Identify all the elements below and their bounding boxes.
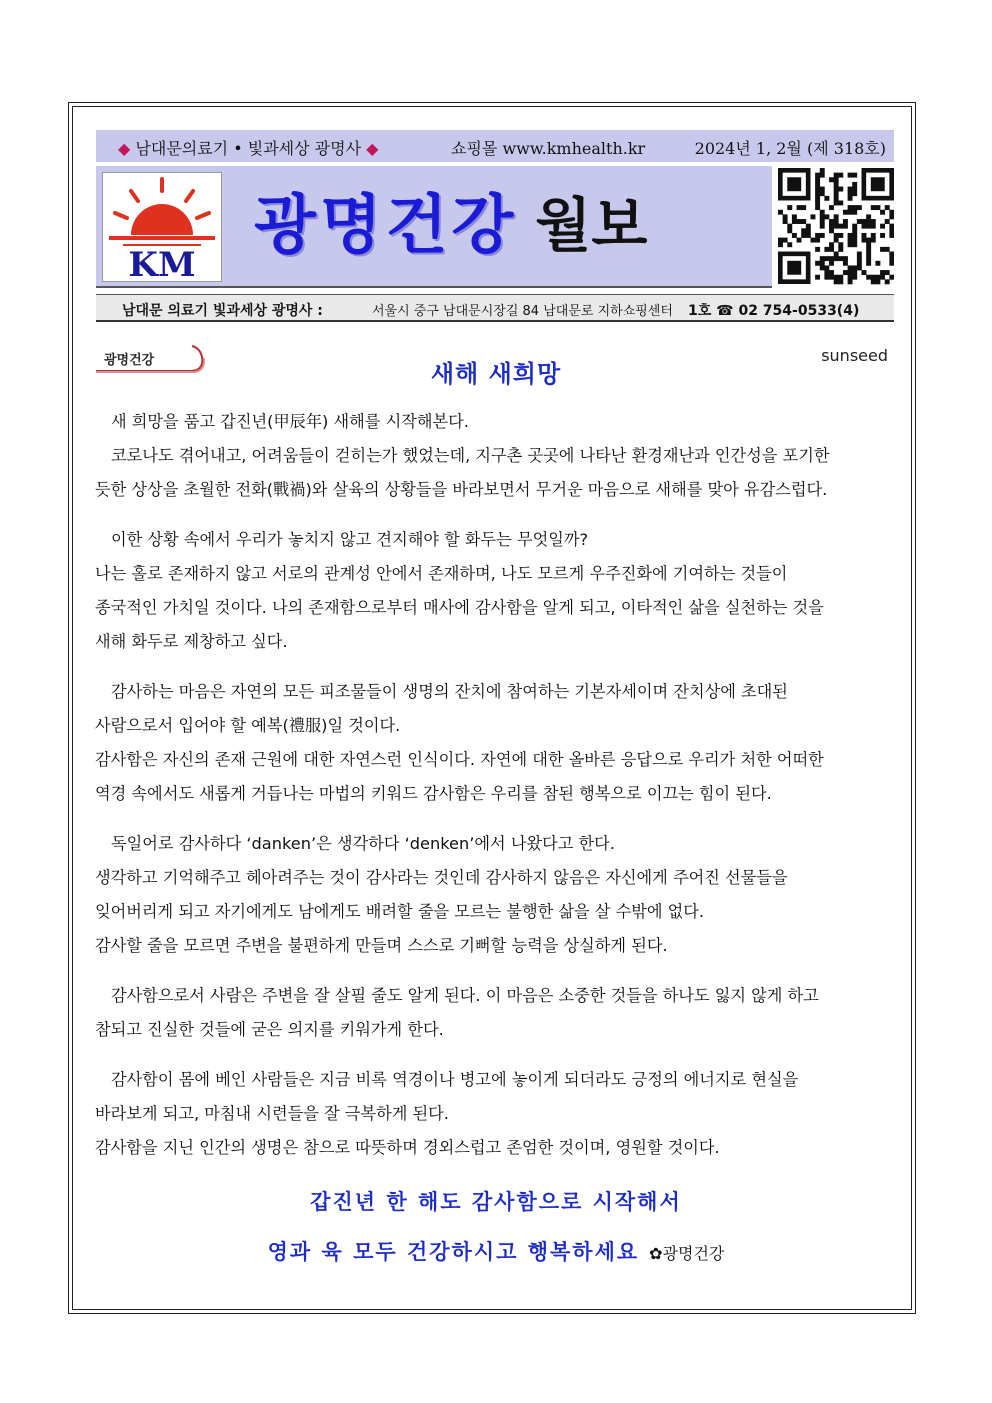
paragraph-line: 나는 홀로 존재하지 않고 서로의 관계성 안에서 존재하며, 나도 모르게 우주진화에 기여하는 것들이 <box>95 564 788 583</box>
address-bar <box>96 294 894 322</box>
diamond-icon: ◆ <box>366 139 379 158</box>
address-location: 서울시 중구 남대문시장길 84 남대문로 지하쇼핑센터 <box>372 304 673 319</box>
article-body <box>95 405 893 1165</box>
paragraph-line: 감사함으로서 사람은 주변을 잘 살필 줄도 알게 된다. 이 마음은 소중한 것들을 하나도 잃지 않게 하고 <box>111 986 819 1005</box>
clover-icon: ✿ <box>649 1244 663 1263</box>
article-title: 새해 새희망 <box>430 360 562 388</box>
qr-code-icon[interactable] <box>778 168 894 286</box>
paragraph-line: 코로나도 겪어내고, 어려움들이 걷히는가 했었는데, 지구촌 곳곳에 나타난 환경재난과 인간성을 포기한 <box>111 446 830 465</box>
title-main: 광명건강 <box>254 188 518 263</box>
closing-line-1: 갑진년 한 해도 감사함으로 시작해서 <box>310 1190 682 1214</box>
paragraph-line: 감사함을 지닌 인간의 생명은 참으로 따뜻하며 경외스럽고 존엄한 것이며, 영원할 것이다. <box>95 1138 720 1157</box>
paragraph-line: 새 희망을 품고 갑진년(甲辰年) 새해를 시작해본다. <box>111 412 469 431</box>
paragraph-line: 잊어버리게 되고 자기에게도 남에게도 배려할 줄을 모르는 불행한 삶을 살 수밖에 없다. <box>95 902 705 921</box>
paragraph-line: 감사하는 마음은 자연의 모든 피조물들이 생명의 잔치에 참여하는 기본자세이며 잔치상에 초대된 <box>111 682 788 701</box>
paragraph-line: 독일어로 감사하다 ‘danken’은 생각하다 ‘denken’에서 나왔다고 한다. <box>111 834 615 853</box>
diamond-icon: ◆ <box>118 139 131 158</box>
paragraph-line: 감사함이 몸에 베인 사람들은 지금 비록 역경이나 병고에 놓이게 되더라도 긍정의 에너지로 현실을 <box>111 1070 799 1089</box>
paragraph-line: 감사함은 자신의 존재 근원에 대한 자연스런 인식이다. 자연에 대한 올바른 응답으로 우리가 처한 어떠한 <box>95 750 824 769</box>
paragraph-line: 종국적인 가치일 것이다. 나의 존재함으로부터 매사에 감사함을 알게 되고, 이타적인 삶을 실천하는 것을 <box>95 598 824 617</box>
newsletter-title <box>254 174 647 280</box>
logo-text: KM <box>128 245 196 281</box>
closing-text: 영과 육 모두 건강하시고 행복하세요 <box>267 1240 640 1264</box>
paragraph-line: 사람으로서 입어야 할 예복(禮服)일 것이다. <box>95 716 401 735</box>
paragraph-line: 역경 속에서도 새롭게 거듭나는 마법의 키워드 감사함은 우리를 참된 행복으로 이끄는 힘이 된다. <box>95 784 772 803</box>
author-name: sunseed <box>821 346 888 365</box>
title-sub: 월보 <box>535 191 648 259</box>
header-bar <box>96 130 894 162</box>
paragraph-line: 생각하고 기억해주고 헤아려주는 것이 감사라는 것인데 감사하지 않음은 자신에게 주어진 선물들을 <box>95 868 788 887</box>
paragraph-line: 참되고 진실한 것들에 굳은 의지를 키워가게 한다. <box>95 1020 444 1039</box>
section-label: 광명건강 <box>104 353 155 368</box>
paragraph-line: 듯한 상상을 초월한 전화(戰禍)와 살육의 상황들을 바라보면서 무거운 마음으로 새해를 맞아 유감스럽다. <box>95 480 828 499</box>
closing-line-2 <box>0 1236 992 1266</box>
company-name: ◆ 남대문의료기 • 빛과세상 광명사 ◆ <box>118 139 379 158</box>
address-phone: 1호 ☎ 02 754-0533(4) <box>688 303 860 319</box>
paragraph-line: 바라보게 되고, 마침내 시련들을 잘 극복하게 된다. <box>95 1104 449 1123</box>
paragraph-line: 이한 상황 속에서 우리가 놓치지 않고 견지해야 할 화두는 무엇일까? <box>111 530 589 549</box>
signature-text: 광명건강 <box>662 1244 725 1263</box>
issue-info: 2024년 1, 2월 (제 318호) <box>694 139 886 158</box>
sun-icon <box>103 173 221 281</box>
masthead <box>96 166 894 288</box>
shop-url[interactable]: 쇼핑몰 www.kmhealth.kr <box>451 139 646 158</box>
paragraph-line: 감사할 줄을 모르면 주변을 불편하게 만들며 스스로 기뻐할 능력을 상실하게 된다. <box>95 936 668 955</box>
address-company: 남대문 의료기 빛과세상 광명사 : <box>122 303 323 319</box>
km-logo <box>102 172 222 282</box>
signature <box>649 1244 724 1263</box>
paragraph-line: 새해 화두로 제창하고 싶다. <box>95 632 288 651</box>
